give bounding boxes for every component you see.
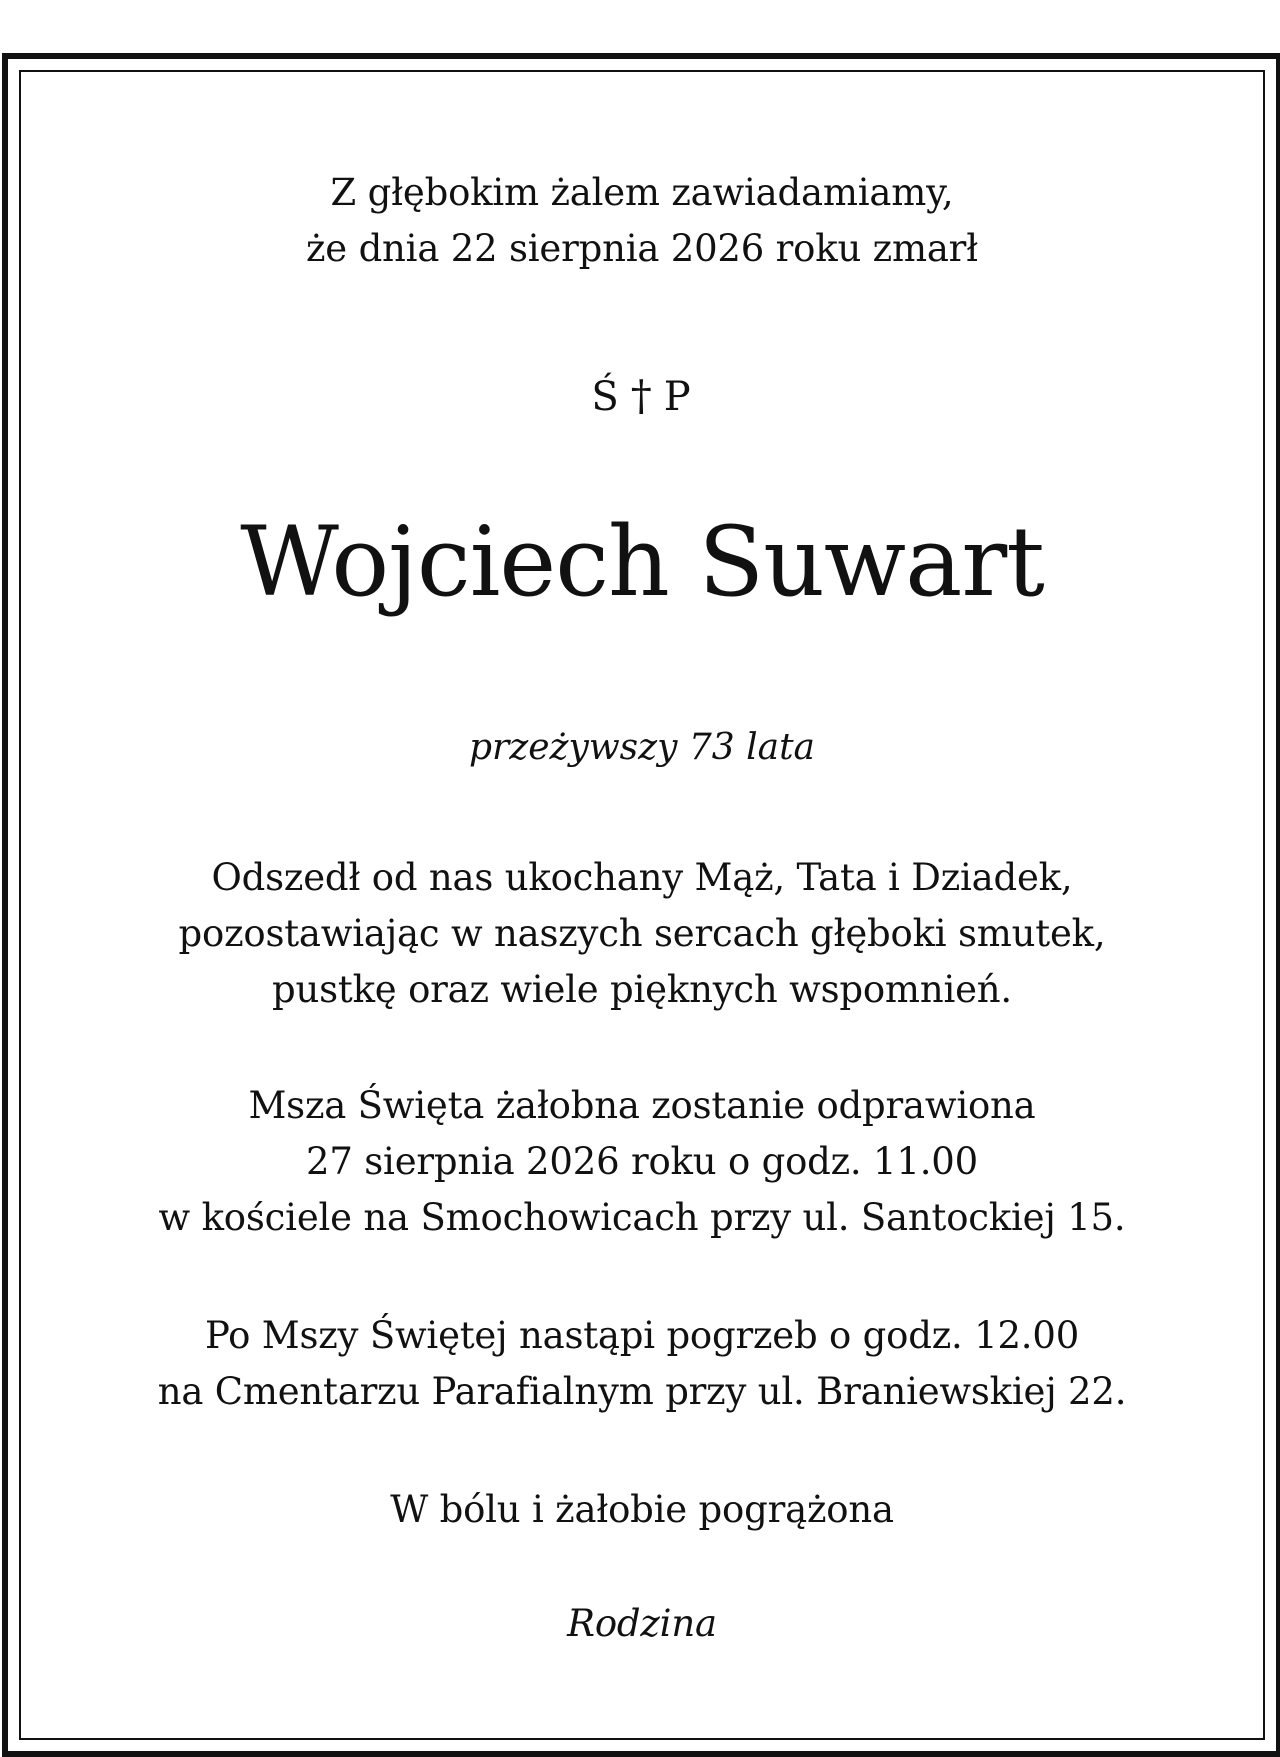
intro-text: [21, 165, 1263, 277]
funeral-line-1: Po Mszy Świętej nastąpi pogrzeb o godz. 12.00: [204, 1314, 1080, 1357]
mass-info: [21, 1078, 1263, 1246]
mass-line-1: Msza Święta żałobna zostanie odprawiona: [248, 1084, 1036, 1127]
sp-mark: [21, 366, 1263, 427]
mass-line-3: w kościele na Smochowicach przy ul. Santockiej 15.: [158, 1196, 1126, 1239]
funeral-line-2: na Cmentarzu Parafialnym przy ul. Braniewskiej 22.: [157, 1370, 1127, 1413]
grief-text: [21, 1482, 1263, 1538]
intro-line-2: że dnia 22 sierpnia 2026 roku zmarł: [306, 227, 978, 270]
obituary-outer-border: [2, 53, 1280, 1757]
sp-letter-s: Ś: [591, 374, 621, 420]
intro-line-1: Z głębokim żalem zawiadamiamy,: [330, 171, 954, 214]
cross-icon: †: [630, 371, 654, 420]
funeral-info: [21, 1308, 1263, 1420]
mass-line-2: 27 sierpnia 2026 roku o godz. 11.00: [306, 1140, 978, 1183]
deceased-name: Wojciech Suwart: [240, 506, 1044, 618]
family-signature: [21, 1596, 1263, 1652]
obituary-inner-border: [19, 70, 1265, 1740]
memory-line-2: pozostawiając w naszych sercach głęboki smutek,: [178, 912, 1106, 955]
family-line: Rodzina: [567, 1602, 717, 1645]
sp-letter-p: P: [663, 374, 693, 420]
memory-line-1: Odszedł od nas ukochany Mąż, Tata i Dziadek,: [211, 856, 1073, 899]
memory-text: [21, 850, 1263, 1018]
grief-line: W bólu i żałobie pogrążona: [390, 1488, 894, 1531]
age-text: przeżywszy 73 lata: [468, 727, 816, 768]
memory-line-3: pustkę oraz wiele pięknych wspomnień.: [272, 968, 1012, 1011]
